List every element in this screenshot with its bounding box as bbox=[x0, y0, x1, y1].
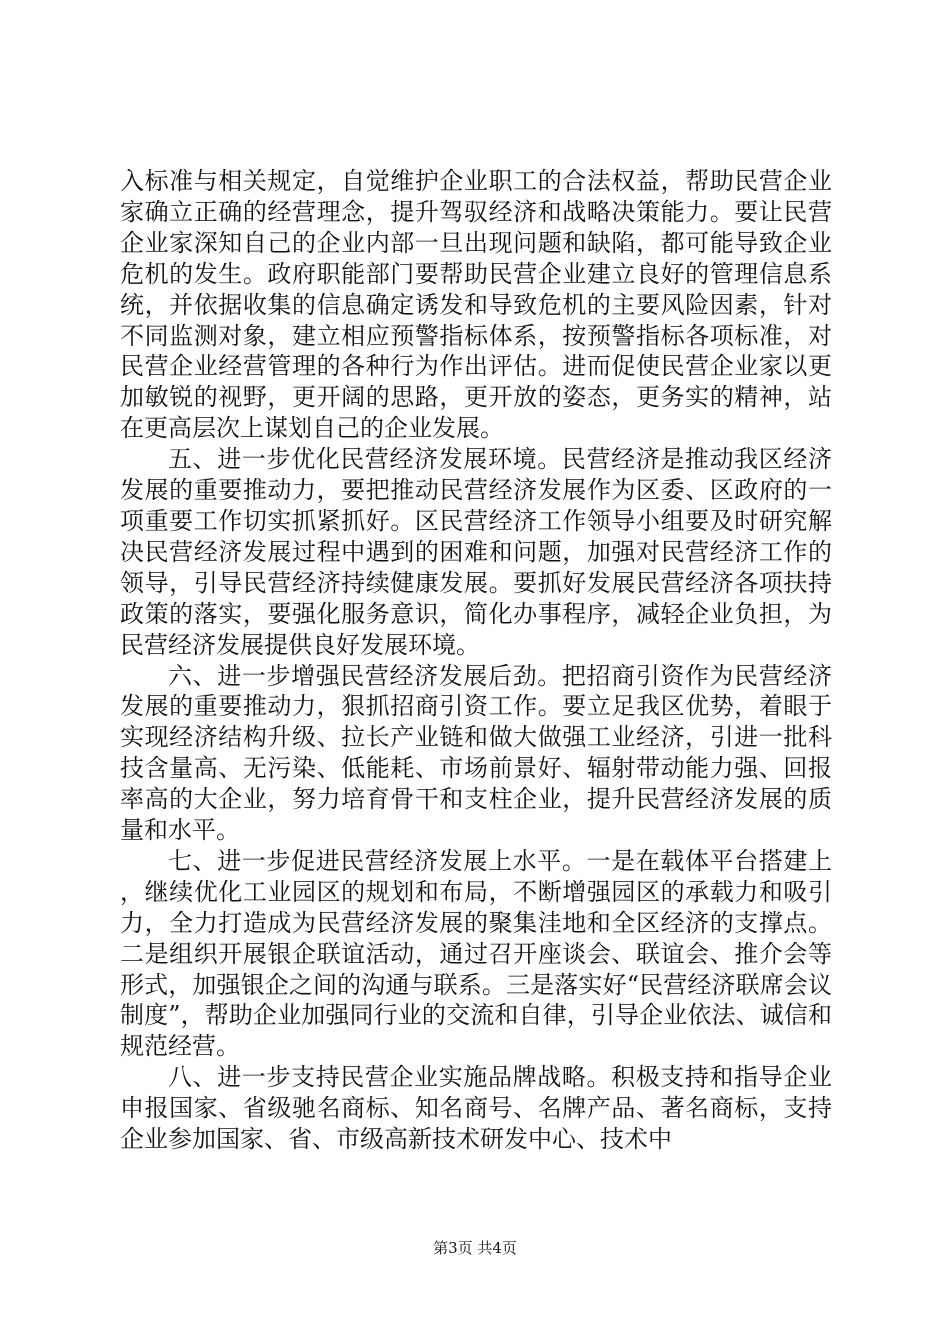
paragraph-section-seven: 七、进一步促进民营经济发展上水平。一是在载体平台搭建上，继续优化工业园区的规划和布局，不断增强园区的承载力和吸引力，全力打造成为民营经济发展的聚集洼地和全区经济的支撑点。二是组织开展银企联谊活动，通过召开座谈会、联谊会、推介会等形式，加强银企之间的沟通与联系。三是落实好“民营经济联席会议制度”，帮助企业加强同行业的交流和自律，引导企业依法、诚信和规范经营。 bbox=[120, 846, 832, 1061]
paragraph-section-five: 五、进一步优化民营经济发展环境。民营经济是推动我区经济发展的重要推动力，要把推动民营经济发展作为区委、区政府的一项重要工作切实抓紧抓好。区民营经济工作领导小组要及时研究解决民营经济发展过程中遇到的困难和问题，加强对民营经济工作的领导，引导民营经济持续健康发展。要抓好发展民营经济各项扶持政策的落实，要强化服务意识，简化办事程序，减轻企业负担，为民营经济发展提供良好发展环境。 bbox=[120, 445, 832, 659]
paragraph-section-eight: 八、进一步支持民营企业实施品牌战略。积极支持和指导企业申报国家、省级驰名商标、知名商号、名牌产品、著名商标，支持企业参加国家、省、市级高新技术研发中心、技术中 bbox=[120, 1063, 832, 1154]
paragraph-continuation: 入标准与相关规定，自觉维护企业职工的合法权益，帮助民营企业家确立正确的经营理念，提升驾驭经济和战略决策能力。要让民营企业家深知自己的企业内部一旦出现问题和缺陷，都可能导致企业危机的发生。政府职能部门要帮助民营企业建立良好的管理信息系统，并依据收集的信息确定诱发和导致危机的主要风险因素，针对不同监测对象，建立相应预警指标体系，按预警指标各项标准，对民营企业经营管理的各种行为作出评估。进而促使民营企业家以更加敏锐的视野，更开阔的思路，更开放的姿态，更务实的精神，站在更高层次上谋划自己的企业发展。 bbox=[120, 167, 832, 443]
paragraph-section-six: 六、进一步增强民营经济发展后劲。把招商引资作为民营经济发展的重要推动力，狠抓招商引资工作。要立足我区优势，着眼于实现经济结构升级、拉长产业链和做大做强工业经济，引进一批科技含量高、无污染、低能耗、市场前景好、辐射带动能力强、回报率高的大企业，努力培育骨干和支柱企业，提升民营经济发展的质量和水平。 bbox=[120, 661, 832, 845]
document-body bbox=[120, 166, 832, 1155]
page-footer: 第3页 共4页 bbox=[433, 1239, 517, 1257]
